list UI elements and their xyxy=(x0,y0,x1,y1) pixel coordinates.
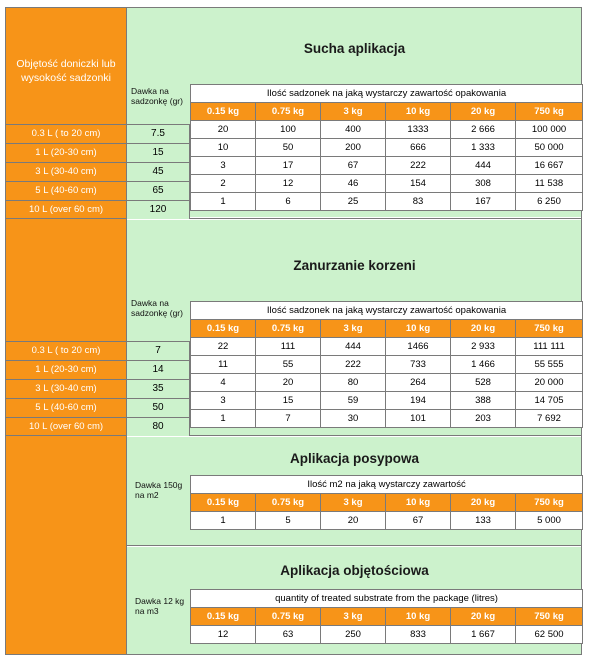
column-header: 20 kg xyxy=(451,320,516,338)
row-label: 3 L (30-40 cm) xyxy=(5,162,127,181)
value-cell: 666 xyxy=(386,139,451,157)
column-header: 3 kg xyxy=(321,608,386,626)
value-cell: 444 xyxy=(451,157,516,175)
dose-value: 35 xyxy=(127,379,190,398)
value-cell: 22 xyxy=(191,338,256,356)
value-cell: 4 xyxy=(191,374,256,392)
value-cell: 30 xyxy=(321,410,386,428)
column-header: 10 kg xyxy=(386,103,451,121)
column-header: 750 kg xyxy=(516,103,583,121)
column-header: 0.75 kg xyxy=(256,608,321,626)
value-cell: 12 xyxy=(191,626,256,644)
value-cell: 10 xyxy=(191,139,256,157)
column-header: 0.75 kg xyxy=(256,320,321,338)
column-header: 10 kg xyxy=(386,320,451,338)
value-cell: 11 xyxy=(191,356,256,374)
dose-value: 15 xyxy=(127,143,190,162)
column-header: 0.15 kg xyxy=(191,494,256,512)
column-header: 3 kg xyxy=(321,494,386,512)
value-cell: 167 xyxy=(451,193,516,211)
value-cell: 264 xyxy=(386,374,451,392)
value-cell: 20 000 xyxy=(516,374,583,392)
section1-dose-label: Dawka na sadzonkę (gr) xyxy=(131,86,183,106)
dose-value: 7 xyxy=(127,341,190,360)
section2-dose-label: Dawka na sadzonkę (gr) xyxy=(131,298,183,318)
row-label: 0.3 L ( to 20 cm) xyxy=(5,124,127,143)
column-header: 0.15 kg xyxy=(191,608,256,626)
value-cell: 20 xyxy=(321,512,386,530)
value-cell: 67 xyxy=(321,157,386,175)
section3-caption: Ilość m2 na jaką wystarczy zawartość xyxy=(191,476,583,494)
value-cell: 50 xyxy=(256,139,321,157)
dose-value: 7.5 xyxy=(127,124,190,143)
value-cell: 250 xyxy=(321,626,386,644)
row-label: 5 L (40-60 cm) xyxy=(5,398,127,417)
value-cell: 20 xyxy=(191,121,256,139)
section4-header-row xyxy=(191,608,583,626)
dose-value: 45 xyxy=(127,162,190,181)
value-cell: 2 xyxy=(191,175,256,193)
section3-title: Aplikacja posypowa xyxy=(289,451,420,466)
row-label: 10 L (over 60 cm) xyxy=(5,417,127,436)
section1-title: Sucha aplikacja xyxy=(303,41,406,56)
row-label: 1 L (20-30 cm) xyxy=(5,143,127,162)
value-cell: 833 xyxy=(386,626,451,644)
value-cell: 308 xyxy=(451,175,516,193)
section2-header-row xyxy=(191,320,583,338)
dose-value: 120 xyxy=(127,200,190,219)
value-cell: 6 xyxy=(256,193,321,211)
value-cell: 7 xyxy=(256,410,321,428)
section1-caption: Ilość sadzonek na jaką wystarczy zawartość opakowania xyxy=(191,85,583,103)
row-label: 0.3 L ( to 20 cm) xyxy=(5,341,127,360)
value-cell: 80 xyxy=(321,374,386,392)
value-cell: 194 xyxy=(386,392,451,410)
value-cell: 200 xyxy=(321,139,386,157)
table-row xyxy=(191,193,583,211)
value-cell: 3 xyxy=(191,157,256,175)
column-header: 20 kg xyxy=(451,103,516,121)
column-header: 750 kg xyxy=(516,608,583,626)
value-cell: 63 xyxy=(256,626,321,644)
value-cell: 388 xyxy=(451,392,516,410)
value-cell: 59 xyxy=(321,392,386,410)
dose-value: 80 xyxy=(127,417,190,436)
value-cell: 133 xyxy=(451,512,516,530)
value-cell: 5 xyxy=(256,512,321,530)
table-row xyxy=(191,175,583,193)
column-header: 10 kg xyxy=(386,494,451,512)
value-cell: 1 xyxy=(191,512,256,530)
column-header: 3 kg xyxy=(321,320,386,338)
column-header: 3 kg xyxy=(321,103,386,121)
row-label: 3 L (30-40 cm) xyxy=(5,379,127,398)
value-cell: 733 xyxy=(386,356,451,374)
value-cell: 111 xyxy=(256,338,321,356)
section4-dose-label: Dawka 12 kg na m3 xyxy=(135,596,185,616)
value-cell: 2 933 xyxy=(451,338,516,356)
value-cell: 17 xyxy=(256,157,321,175)
value-cell: 67 xyxy=(386,512,451,530)
value-cell: 83 xyxy=(386,193,451,211)
table-row xyxy=(191,356,583,374)
table-row xyxy=(191,157,583,175)
column-header: 10 kg xyxy=(386,608,451,626)
section4-caption: quantity of treated substrate from the package (litres) xyxy=(191,590,583,608)
section-divider xyxy=(127,545,582,546)
row-label: 5 L (40-60 cm) xyxy=(5,181,127,200)
value-cell: 55 555 xyxy=(516,356,583,374)
table-row xyxy=(191,392,583,410)
section2-table xyxy=(190,301,583,428)
column-header: 0.15 kg xyxy=(191,320,256,338)
row-label: 1 L (20-30 cm) xyxy=(5,360,127,379)
value-cell: 6 250 xyxy=(516,193,583,211)
value-cell: 14 705 xyxy=(516,392,583,410)
value-cell: 1 xyxy=(191,193,256,211)
value-cell: 444 xyxy=(321,338,386,356)
value-cell: 16 667 xyxy=(516,157,583,175)
section4-value-row xyxy=(191,626,583,644)
section3-header-row xyxy=(191,494,583,512)
value-cell: 62 500 xyxy=(516,626,583,644)
value-cell: 528 xyxy=(451,374,516,392)
dose-value: 14 xyxy=(127,360,190,379)
value-cell: 1333 xyxy=(386,121,451,139)
left-header: Objętość doniczki lub wysokość sadzonki xyxy=(16,58,116,84)
column-header: 0.75 kg xyxy=(256,103,321,121)
section4-title: Aplikacja objętościowa xyxy=(280,563,429,578)
value-cell: 154 xyxy=(386,175,451,193)
value-cell: 7 692 xyxy=(516,410,583,428)
section3-table xyxy=(190,475,583,530)
value-cell: 100 000 xyxy=(516,121,583,139)
table-row xyxy=(191,410,583,428)
section2-title: Zanurzanie korzeni xyxy=(293,258,416,273)
column-header: 750 kg xyxy=(516,320,583,338)
dose-value: 65 xyxy=(127,181,190,200)
dose-value: 50 xyxy=(127,398,190,417)
column-header: 0.75 kg xyxy=(256,494,321,512)
value-cell: 400 xyxy=(321,121,386,139)
column-header: 750 kg xyxy=(516,494,583,512)
value-cell: 25 xyxy=(321,193,386,211)
value-cell: 222 xyxy=(321,356,386,374)
value-cell: 1 xyxy=(191,410,256,428)
value-cell: 100 xyxy=(256,121,321,139)
section2-caption: Ilość sadzonek na jaką wystarczy zawartość opakowania xyxy=(191,302,583,320)
column-header: 20 kg xyxy=(451,494,516,512)
section1-table xyxy=(190,84,583,211)
value-cell: 1 333 xyxy=(451,139,516,157)
table-row xyxy=(191,121,583,139)
value-cell: 50 000 xyxy=(516,139,583,157)
value-cell: 55 xyxy=(256,356,321,374)
value-cell: 203 xyxy=(451,410,516,428)
value-cell: 3 xyxy=(191,392,256,410)
value-cell: 5 000 xyxy=(516,512,583,530)
value-cell: 12 xyxy=(256,175,321,193)
value-cell: 11 538 xyxy=(516,175,583,193)
row-label: 10 L (over 60 cm) xyxy=(5,200,127,219)
table-row xyxy=(191,374,583,392)
column-header: 0.15 kg xyxy=(191,103,256,121)
value-cell: 1466 xyxy=(386,338,451,356)
value-cell: 20 xyxy=(256,374,321,392)
table-row xyxy=(191,338,583,356)
section3-value-row xyxy=(191,512,583,530)
value-cell: 1 667 xyxy=(451,626,516,644)
table-row xyxy=(191,139,583,157)
section4-table xyxy=(190,589,583,644)
value-cell: 222 xyxy=(386,157,451,175)
value-cell: 111 111 xyxy=(516,338,583,356)
value-cell: 1 466 xyxy=(451,356,516,374)
column-header: 20 kg xyxy=(451,608,516,626)
value-cell: 101 xyxy=(386,410,451,428)
section1-header-row xyxy=(191,103,583,121)
value-cell: 2 666 xyxy=(451,121,516,139)
value-cell: 46 xyxy=(321,175,386,193)
section3-dose-label: Dawka 150g na m2 xyxy=(135,480,183,500)
value-cell: 15 xyxy=(256,392,321,410)
